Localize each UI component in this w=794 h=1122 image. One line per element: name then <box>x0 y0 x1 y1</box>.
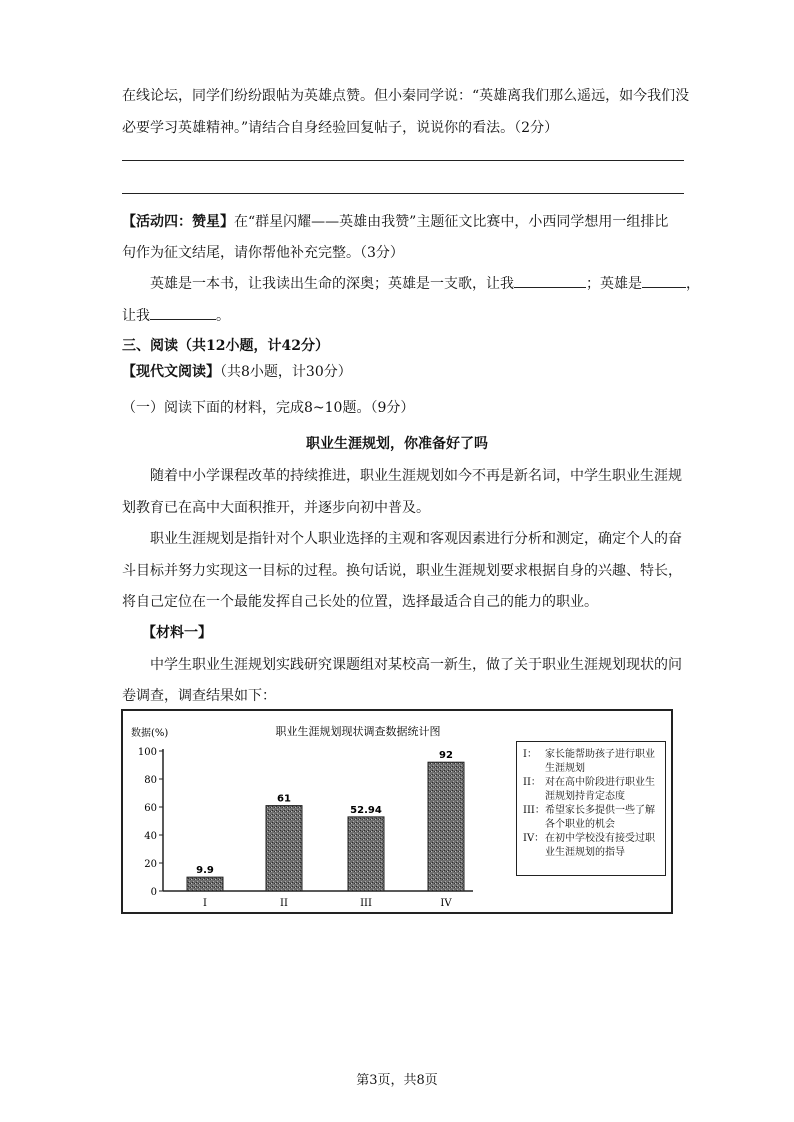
legend-item-text: 希望家长多提供一些了解各个职业的机会 <box>545 805 655 830</box>
activity4-line-1 <box>122 211 668 231</box>
modern-reading-bracket: 【现代文阅读】 <box>122 364 220 380</box>
paragraph2-line-3: 将自己定位在一个最能发挥自己长处的位置，选择最适合自己的能力的职业。 <box>122 594 598 610</box>
legend-item-text: 对在高中阶段进行职业生涯规划持肯定态度 <box>545 777 655 802</box>
bar-2 <box>266 806 302 891</box>
legend-item-number: I： <box>523 749 537 760</box>
fill-blank-line-1 <box>150 273 700 293</box>
part1-instruction: （一）阅读下面的材料，完成8~10题。（9分） <box>122 400 415 416</box>
paragraph2-line-1: 职业生涯规划是指针对个人职业选择的主观和客观因素进行分析和测定，确定个人的奋 <box>150 531 682 547</box>
chart-legend <box>516 741 666 876</box>
y-tick-label: 0 <box>150 887 157 898</box>
legend-item <box>523 748 661 776</box>
fill-text-d: 让我 <box>122 308 150 324</box>
y-axis-label: 数据(%) <box>131 728 169 739</box>
material1-heading: 【材料一】 <box>142 625 212 641</box>
activity4-line-2: 句作为征文结尾，请你帮他补充完整。（3分） <box>122 245 404 261</box>
article-title: 职业生涯规划，你准备好了吗 <box>306 436 488 452</box>
fill-text-a: 英雄是一本书，让我读出生命的深奥；英雄是一支歌，让我 <box>150 276 514 292</box>
y-tick-label: 60 <box>144 803 157 814</box>
paragraph3-line-1: 中学生职业生涯规划实践研究课题组对某校高一新生，做了关于职业生涯规划现状的问 <box>150 657 682 673</box>
fill-text-c: ， <box>686 276 700 292</box>
activity4-instruction: 在“群星闪耀——英雄由我赞”主题征文比赛中，小西同学想用一组排比 <box>234 214 669 230</box>
question-text-line-1: 在线论坛，同学们纷纷跟帖为英雄点赞。但小秦同学说：“英雄离我们那么遥远，如今我们没 <box>122 88 690 104</box>
bar-chart-figure <box>121 709 673 914</box>
x-tick-label: III <box>360 898 372 909</box>
paragraph1-line-1: 随着中小学课程改革的持续推进，职业生涯规划如今不再是新名词，中学生职业生涯规 <box>150 468 682 484</box>
fill-blank-2[interactable] <box>642 273 686 288</box>
legend-item-number: IV： <box>523 833 545 844</box>
bar-value-label: 92 <box>439 750 453 762</box>
activity4-heading: 【活动四：赞星】 <box>122 214 234 230</box>
page-number: 第3页，共8页 <box>356 1073 438 1088</box>
legend-item-number: III： <box>523 805 545 816</box>
y-tick-label: 100 <box>137 747 157 758</box>
legend-item <box>523 776 661 804</box>
fill-text-e: 。 <box>216 308 230 324</box>
modern-reading-info: （共8小题，计30分） <box>220 364 352 380</box>
fill-blank-3[interactable] <box>150 305 216 320</box>
bar-3 <box>348 817 384 891</box>
answer-line-1[interactable] <box>122 160 684 161</box>
legend-item <box>523 832 661 860</box>
y-tick-label: 40 <box>144 831 157 842</box>
legend-item-number: II： <box>523 777 541 788</box>
x-tick-label: IV <box>440 898 452 909</box>
chart-title: 职业生涯规划现状调查数据统计图 <box>275 725 441 738</box>
bar-value-label: 9.9 <box>196 865 214 877</box>
y-tick-label: 80 <box>144 775 157 786</box>
paragraph2-line-2: 斗目标并努力实现这一目标的过程。换句话说，职业生涯规划要求根据自身的兴趣、特长， <box>122 563 682 579</box>
paragraph3-line-2: 卷调查，调查结果如下： <box>122 688 276 704</box>
answer-line-2[interactable] <box>122 193 684 194</box>
bar-value-label: 61 <box>277 793 291 805</box>
bar-chart <box>123 711 513 911</box>
fill-blank-1[interactable] <box>514 273 586 288</box>
bar-value-label: 52.94 <box>350 804 382 816</box>
legend-item-text: 在初中学校没有接受过职业生涯规划的指导 <box>545 833 655 858</box>
section3-heading: 三、阅读（共12小题，计42分） <box>122 338 329 354</box>
y-tick-label: 20 <box>144 859 157 870</box>
bar-4 <box>428 762 464 891</box>
modern-reading-heading <box>122 361 352 381</box>
x-tick-label: II <box>280 898 288 909</box>
paragraph1-line-2: 划教育已在高中大面积推开，并逐步向初中普及。 <box>122 500 430 516</box>
legend-item-text: 家长能帮助孩子进行职业生涯规划 <box>545 749 655 774</box>
fill-text-b: ；英雄是 <box>586 276 642 292</box>
legend-item <box>523 804 661 832</box>
bar-1 <box>187 877 223 891</box>
fill-blank-line-2 <box>122 305 230 325</box>
x-tick-label: I <box>203 898 207 909</box>
question-text-line-2: 必要学习英雄精神。”请结合自身经验回复帖子，说说你的看法。（2分） <box>122 120 559 136</box>
